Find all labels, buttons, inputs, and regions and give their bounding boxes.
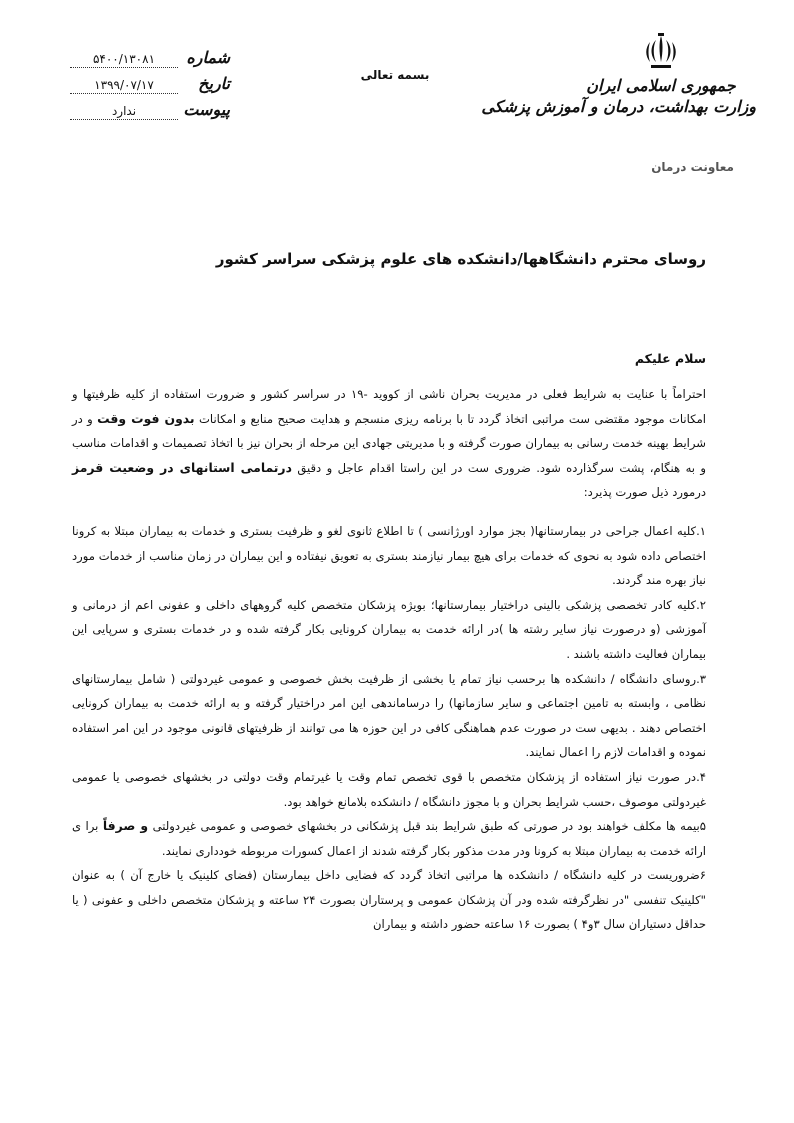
intro-bold-1: بدون فوت وقت xyxy=(97,410,195,426)
intro-bold-2: درتمامی استانهای در وضعیت قرمز xyxy=(72,459,292,475)
letter-metadata xyxy=(70,48,230,126)
intro-paragraph xyxy=(72,382,706,505)
item5-text-1: ۵بیمه ها مکلف خواهند بود در صورتی که طبق شرایط بند قبل پزشکانی در بخشهای خصوصی و عمومی غیردولتی xyxy=(152,819,706,834)
greeting: سلام علیکم xyxy=(634,351,706,366)
item5-bold: و صرفاً xyxy=(102,818,149,834)
list-item-5 xyxy=(72,814,706,863)
meta-number-row xyxy=(70,48,230,74)
letter-body xyxy=(72,244,706,937)
meta-attachment-value: ندارد xyxy=(70,104,178,120)
meta-date-label: تاریخ xyxy=(198,74,230,93)
intro-text-1: احتراماً با عنایت به شرایط فعلی در مدیریت بحران ناشی از کووید -۱۹ در سراسر کشور و ضرورت استفاده از کلیه ظرفیتها و امکانات موجود مقتضی ست مراتبی اتخاذ گردد تا با برنامه ریزی منسجم و هدایت صحیح منابع و امکانات xyxy=(72,387,706,426)
letterhead xyxy=(481,32,756,116)
intro-text-3: درمورد ذیل صورت پذیرد: xyxy=(583,485,706,500)
meta-number-label: شماره xyxy=(186,48,230,67)
letterhead-country: جمهوری اسلامی ایران xyxy=(586,76,736,95)
list-item-3: ۳.روسای دانشگاه / دانشکده ها برحسب نیاز تمام یا بخشی از ظرفیت بخش خصوصی و عمومی غیردولتی ( شامل بیمارستانهای نظامی ، وابسته به تامین اجتماعی و سایر سازمانها) را درساماندهی این امر دراختیار گرفته و به ارائه خدمت به بیماران کرونایی اختصاص دهند . بدیهی ست در صورت عدم هماهنگی کافی در این حوزه ها می توانند از ظرفیتهای قانونی موجود در این امر استفاده نموده و اقدامات لازم را اعمال نمایند. xyxy=(72,671,706,760)
list-item-6: ۶ضروریست در کلیه دانشگاه / دانشکده ها مراتبی اتخاذ گردد که فضایی داخل بیمارستان (فضای کلینیک یا خارج آن ) به عنوان "کلینیک تنفسی "در نظرگرفته شده ودر آن پزشکان عمومی و پرستاران بصورت ۲۴ ساعته و پزشکان متخصص داخلی و عفونی ( یا حداقل دستیاران سال ۳و۴ ) بصورت ۱۶ ساعته حضور داشته و بیماران xyxy=(72,868,707,932)
list-item-1: ۱.کلیه اعمال جراحی در بیمارستانها( بجز موارد اورژانسی ) تا اطلاع ثانوی لغو و ظرفیت بستری و خدمات به بیماران مبتلا به کرونا اختصاص داده شود به نحوی که خدمات برای هیچ بیمار نیازمند بستری به تعویق نیفتاده و این بیماران در زمان مناسب از خدمات مورد نیاز بهره مند گردند. xyxy=(72,523,706,588)
addressee: روسای محترم دانشگاهها/دانشکده های علوم پزشکی سراسر کشور xyxy=(215,250,706,268)
letterhead-department: معاونت درمان xyxy=(651,160,734,174)
meta-date-row xyxy=(70,74,230,100)
letterhead-ministry: وزارت بهداشت، درمان و آموزش پزشکی xyxy=(481,97,756,116)
meta-number-value: ۵۴۰۰/۱۳۰۸۱ xyxy=(70,52,178,68)
iran-emblem-icon xyxy=(644,32,678,72)
basmala-heading: بسمه تعالی xyxy=(360,68,430,82)
meta-attachment-row xyxy=(70,100,230,126)
item5-text-2: برا ی ارائه خدمت به بیماران مبتلا به کرونا ودر مدت مذکور بکار گرفته شدند از اعمال کسورات مربوطه خودداری نمایند. xyxy=(72,819,706,858)
list-item-4: ۴.در صورت نیاز استفاده از پزشکان متخصص با قوی تخصص تمام وقت یا غیرتمام وقت دولتی در بخشهای خصوصی یا عمومی غیردولتی موصوف ،حسب شرایط بحران و با مجوز دانشگاه / دانشکده بلامانع خواهد بود. xyxy=(72,769,706,809)
list-item-2: ۲.کلیه کادر تخصصی پزشکی بالینی دراختیار بیمارستانها؛ بویژه پزشکان متخصص کلیه گروههای داخلی و عفونی اعم از درمانی و آموزشی (و درصورت نیاز سایر رشته ها )در ارائه خدمت به بیماران کرونایی بکار گرفته شده و در خدمات بستری و سرپایی این بیماران فعالیت داشته باشند . xyxy=(72,597,706,661)
intro-text-2: و در شرایط بهینه خدمت رسانی به بیماران صورت گرفته و با مدیریتی جهادی این مرحله از بحران نیز با اتخاذ تصمیمات و اقدامات مناسب و به هنگام، پشت سرگذارده شود. ضروری ست در این راستا اقدام عاجل و دقیق xyxy=(72,411,707,475)
meta-date-value: ۱۳۹۹/۰۷/۱۷ xyxy=(70,78,178,94)
meta-attachment-label: پیوست xyxy=(183,100,230,119)
